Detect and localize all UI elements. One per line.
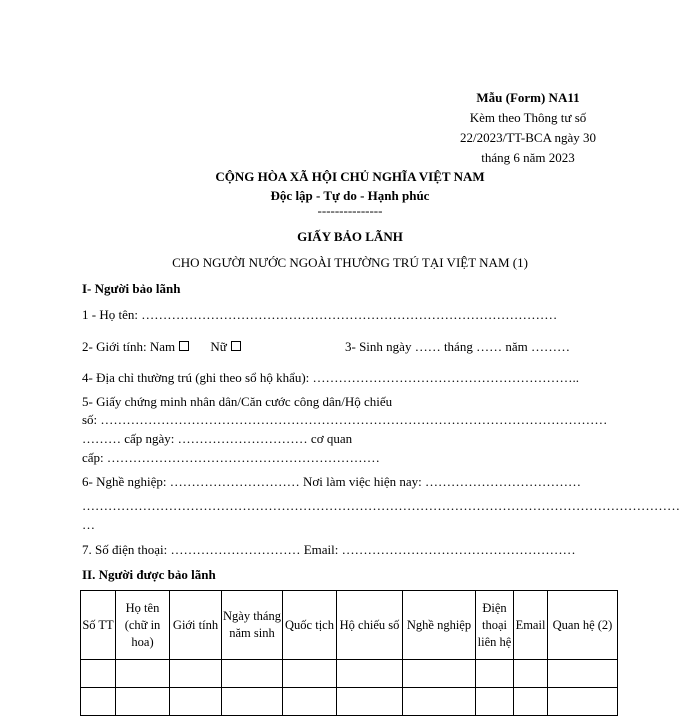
col-header-name: Họ tên (chữ in hoa) <box>116 591 170 660</box>
table-cell[interactable] <box>81 688 116 716</box>
col-header-dob: Ngày tháng năm sinh <box>222 591 283 660</box>
col-header-gender: Giới tính <box>170 591 222 660</box>
col-header-phone: Điện thoại liên hệ <box>476 591 514 660</box>
col-header-occupation: Nghề nghiệp <box>403 591 476 660</box>
table-cell[interactable] <box>548 660 618 688</box>
col-header-passport: Hộ chiếu số <box>337 591 403 660</box>
female-checkbox[interactable] <box>231 341 241 351</box>
male-checkbox[interactable] <box>179 341 189 351</box>
table-cell[interactable] <box>548 688 618 716</box>
form-header <box>448 88 608 168</box>
gender-label: 2- Giới tính: Nam <box>82 339 176 354</box>
table-cell[interactable] <box>283 660 337 688</box>
attached-line-2: 22/2023/TT-BCA ngày 30 <box>459 130 597 145</box>
guaranteed-persons-table <box>80 590 618 716</box>
form-code: Mẫu (Form) NA11 <box>476 90 580 105</box>
workplace-continued-end: … <box>82 517 95 532</box>
job-field[interactable]: 6- Nghề nghiệp: ………………………… Nơi làm việc hiện nay: ……………………………… <box>82 474 582 489</box>
dob-field[interactable]: 3- Sinh ngày …… tháng …… năm ……… <box>345 339 570 354</box>
table-cell[interactable] <box>403 660 476 688</box>
table-cell[interactable] <box>222 660 283 688</box>
col-header-email: Email <box>514 591 548 660</box>
national-header <box>0 167 700 217</box>
table-cell[interactable] <box>222 688 283 716</box>
section-2-heading: II. Người được bảo lãnh <box>82 567 216 582</box>
phone-email-field[interactable]: 7. Số điện thoại: ………………………… Email: ……………………………………………… <box>82 542 576 557</box>
col-header-nationality: Quốc tịch <box>283 591 337 660</box>
full-name-field[interactable]: 1 - Họ tên: …………………………………………………………………………………… <box>82 307 558 322</box>
header-divider: --------------- <box>317 203 383 218</box>
workplace-continued[interactable]: ………………………………………………………………………………………………………………………… <box>82 498 680 513</box>
section-1-heading: I- Người bảo lãnh <box>82 281 181 296</box>
table-cell[interactable] <box>476 688 514 716</box>
document-subtitle: CHO NGƯỜI NƯỚC NGOÀI THƯỜNG TRÚ TẠI VIỆT NAM (1) <box>172 255 528 270</box>
gender-female-label: Nữ <box>210 339 227 354</box>
table-cell[interactable] <box>116 688 170 716</box>
table-cell[interactable] <box>476 660 514 688</box>
table-cell[interactable] <box>170 688 222 716</box>
col-header-relation: Quan hệ (2) <box>548 591 618 660</box>
col-header-no: Số TT <box>81 591 116 660</box>
gender-field <box>82 339 241 355</box>
table-cell[interactable] <box>337 660 403 688</box>
table-cell[interactable] <box>170 660 222 688</box>
table-cell[interactable] <box>116 660 170 688</box>
attached-line-3: tháng 6 năm 2023 <box>481 150 575 165</box>
id-number-field[interactable]: số: ……………………………………………………………………………………………………… <box>82 412 608 427</box>
table-cell[interactable] <box>514 660 548 688</box>
document-title: GIẤY BẢO LÃNH <box>297 229 403 244</box>
table-cell[interactable] <box>403 688 476 716</box>
table-cell[interactable] <box>514 688 548 716</box>
table-header-row <box>81 591 618 660</box>
table-cell[interactable] <box>337 688 403 716</box>
table-cell[interactable] <box>283 688 337 716</box>
address-field[interactable]: 4- Địa chỉ thường trú (ghi theo sổ hộ khẩu): …………………………………………………….. <box>82 370 580 385</box>
id-issue-date-field[interactable]: ……… cấp ngày: ………………………… cơ quan <box>82 431 353 446</box>
id-issuer-field[interactable]: cấp: ……………………………………………………… <box>82 450 380 465</box>
attached-line-1: Kèm theo Thông tư số <box>469 110 587 125</box>
table-row <box>81 660 618 688</box>
table-cell[interactable] <box>81 660 116 688</box>
nation-name: CỘNG HÒA XÃ HỘI CHỦ NGHĨA VIỆT NAM <box>215 169 485 184</box>
nation-motto: Độc lập - Tự do - Hạnh phúc <box>270 188 430 203</box>
table-row <box>81 688 618 716</box>
id-doc-label: 5- Giấy chứng minh nhân dân/Căn cước công dân/Hộ chiếu <box>82 394 393 409</box>
